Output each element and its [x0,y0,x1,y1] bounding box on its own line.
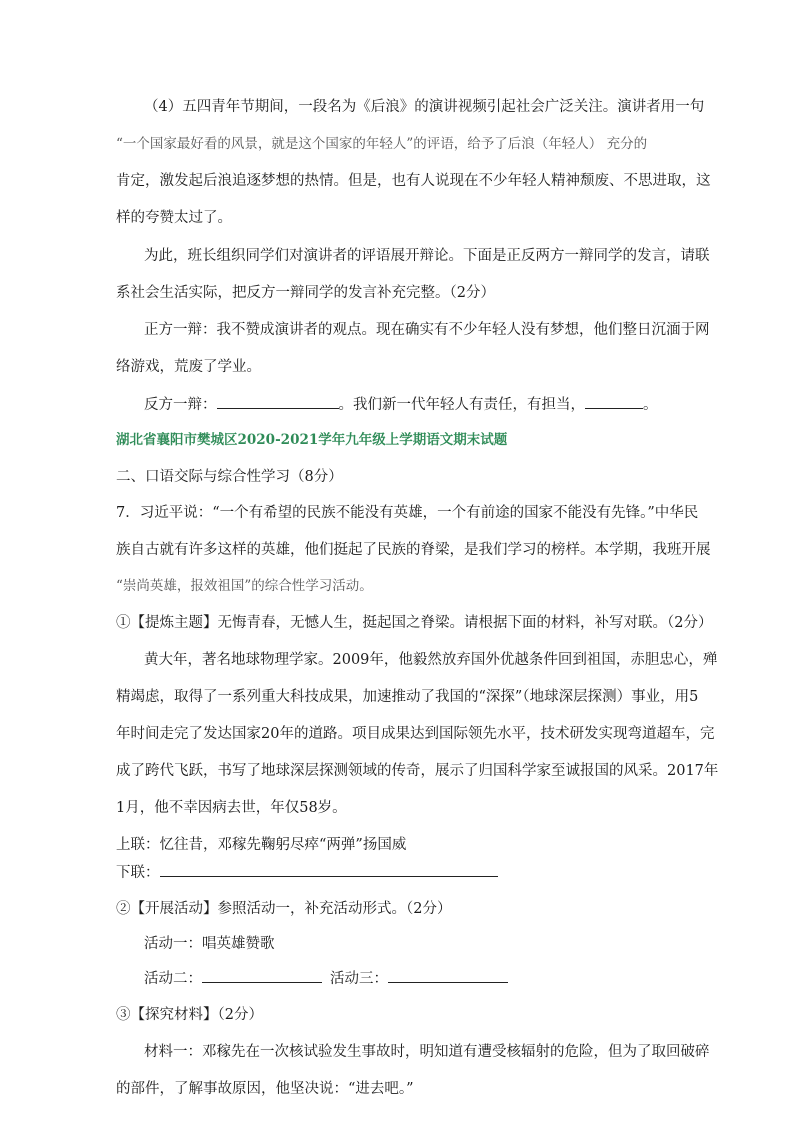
pro-debater-line-2: 络游戏，荒废了学业。 [116,359,261,375]
activities-2-3-line [144,968,508,989]
con-debater-line [144,394,658,415]
con-answer-blank-1[interactable] [217,394,339,409]
activity-3-blank[interactable] [388,968,508,983]
huang-material-line-4: 成了跨代飞跃，书写了地球深层探测领域的传奇，展示了归国科学家至诚报国的风采。2017年 [116,763,719,779]
couplet-lower-blank[interactable] [160,862,498,877]
debate-intro-line-1: 为此，班长组织同学们对演讲者的评语展开辩论。下面是正反两方一辩同学的发言，请联 [144,248,710,264]
couplet-lower-label: 下联： [116,865,160,881]
q7-line-3: “崇尚英雄，报效祖国”的综合性学习活动。 [116,578,373,594]
q7-line-1: 7．习近平说：“一个有希望的民族不能没有英雄，一个有前途的国家不能没有先锋。”中华民 [116,505,699,521]
huang-material-line-2: 精竭虑，取得了一系列重大科技成果，加速推动了我国的“深探”（地球深层探测）事业，用5 [116,689,699,705]
q4-line-4: 样的夸赞太过了。 [116,210,232,226]
activity-3-label: 活动三： [330,971,388,987]
sub-question-3: ③【探究材料】（2分） [116,1007,263,1023]
activity-2-label: 活动二： [144,971,202,987]
material-1-line-1: 材料一：邓稼先在一次核试验发生事故时，明知道有遭受核辐射的危险，但为了取回破碎 [144,1044,710,1060]
huang-material-line-5: 1月，他不幸因病去世，年仅58岁。 [116,800,347,816]
sub-question-1: ①【提炼主题】无悔青春，无憾人生，挺起国之脊梁。请根据下面的材料，补写对联。（2分） [116,615,713,631]
pro-debater-line-1: 正方一辩：我不赞成演讲者的观点。现在确实有不少年轻人没有梦想，他们整日沉湎于网 [144,322,710,338]
q7-line-2: 族自古就有许多这样的英雄，他们挺起了民族的脊梁，是我们学习的榜样。本学期，我班开展 [116,542,711,558]
q4-line-3: 肯定，激发起后浪追逐梦想的热情。但是，也有人说现在不少年轻人精神颓废、不思进取，这 [116,173,711,189]
con-answer-blank-2[interactable] [585,394,643,409]
huang-material-line-3: 年时间走完了发达国家20年的道路。项目成果达到国际领先水平，技术研发实现弯道超车，完 [116,726,715,742]
huang-material-line-1: 黄大年，著名地球物理学家。2009年，他毅然放弃国外优越条件回到祖国，赤胆忠心，殚 [144,652,718,668]
sub-question-2: ②【开展活动】参照活动一，补充活动形式。（2分） [116,901,452,917]
material-1-line-2: 的部件，了解事故原因，他坚决说：“进去吧。” [116,1081,414,1097]
con-debater-middle: 。我们新一代年轻人有责任，有担当， [338,397,585,413]
debate-intro-line-2: 系社会生活实际，把反方一辩同学的发言补充完整。（2分） [116,285,495,301]
couplet-lower-line [116,862,498,883]
activity-2-blank[interactable] [202,968,322,983]
section-2-heading: 二、口语交际与综合性学习（8分） [116,469,343,485]
con-debater-end: 。 [643,397,658,413]
couplet-upper: 上联：忆往昔，邓稼先鞠躬尽瘁“两弹”扬国威 [116,837,407,853]
q4-line-1: （4）五四青年节期间，一段名为《后浪》的演讲视频引起社会广泛关注。演讲者用一句 [144,99,705,115]
con-debater-label: 反方一辩： [144,397,217,413]
q4-line-2: “一个国家最好看的风景，就是这个国家的年轻人”的评语，给予了后浪（年轻人） 充分的 [116,136,648,152]
activity-1: 活动一：唱英雄赞歌 [144,936,275,952]
source-title: 湖北省襄阳市樊城区2020-2021学年九年级上学期语文期末试题 [116,432,508,448]
